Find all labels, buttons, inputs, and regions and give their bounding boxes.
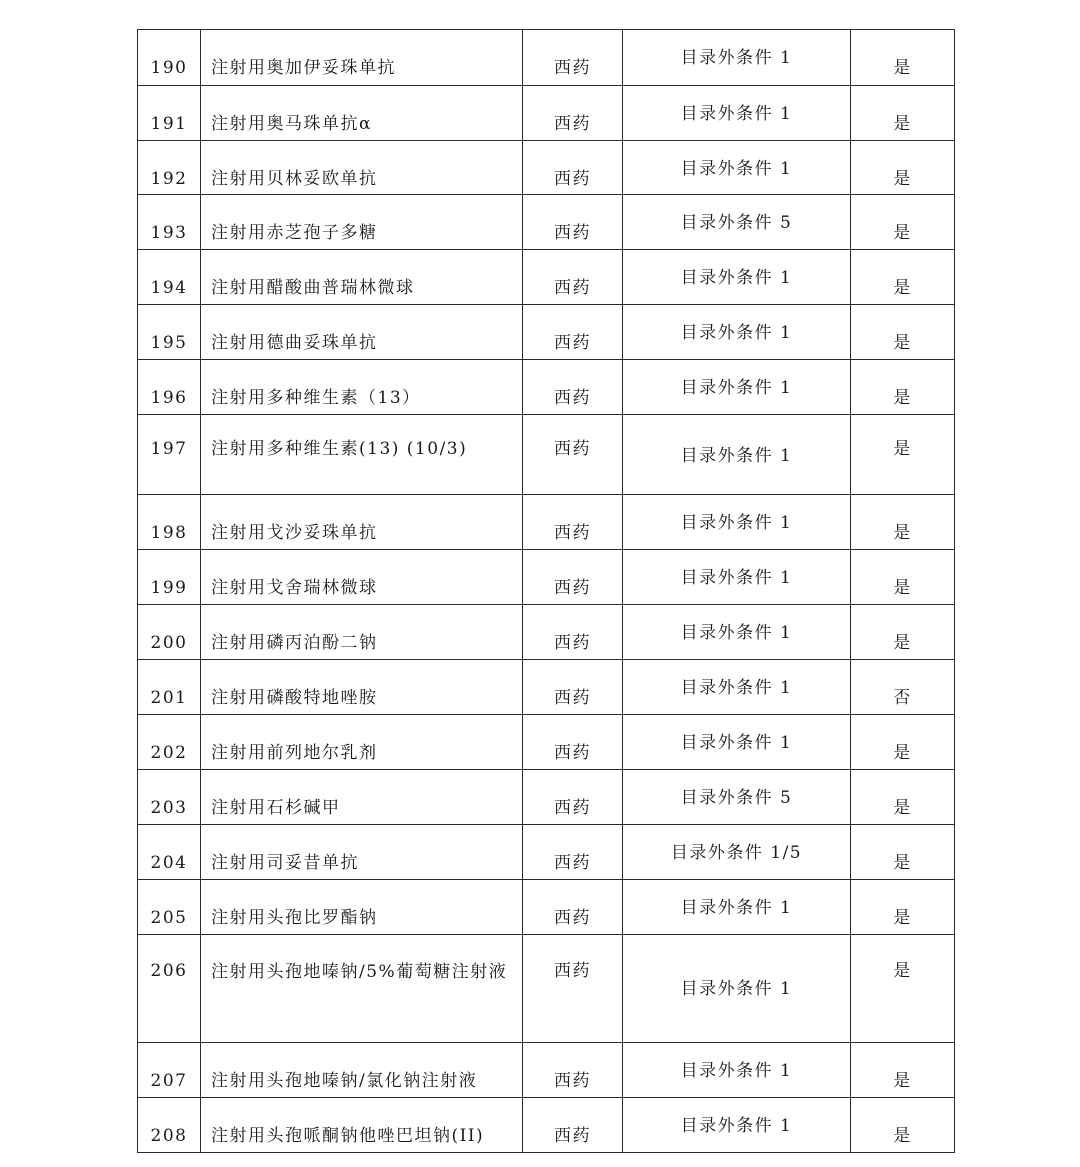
row-number: 192 xyxy=(138,141,201,195)
table-row xyxy=(138,141,955,195)
table-row xyxy=(138,935,955,1043)
table-row xyxy=(138,86,955,141)
drug-name: 注射用头孢地嗪钠/5%葡萄糖注射液 xyxy=(201,935,523,1043)
drug-name: 注射用石杉碱甲 xyxy=(201,770,523,825)
drug-name: 注射用贝林妥欧单抗 xyxy=(201,141,523,195)
drug-name: 注射用德曲妥珠单抗 xyxy=(201,305,523,360)
flag: 是 xyxy=(851,86,955,141)
row-number: 193 xyxy=(138,195,201,250)
drug-type: 西药 xyxy=(523,1043,623,1098)
flag: 是 xyxy=(851,305,955,360)
condition: 目录外条件 1 xyxy=(623,141,851,195)
flag: 是 xyxy=(851,550,955,605)
drug-type: 西药 xyxy=(523,770,623,825)
row-number: 197 xyxy=(138,415,201,495)
table-row xyxy=(138,1043,955,1098)
condition: 目录外条件 1 xyxy=(623,415,851,495)
table-row xyxy=(138,495,955,550)
drug-name: 注射用头孢哌酮钠他唑巴坦钠(II) xyxy=(201,1098,523,1153)
drug-name: 注射用磷丙泊酚二钠 xyxy=(201,605,523,660)
flag: 是 xyxy=(851,360,955,415)
drug-type: 西药 xyxy=(523,935,623,1043)
row-number: 203 xyxy=(138,770,201,825)
table-row xyxy=(138,770,955,825)
condition: 目录外条件 1 xyxy=(623,305,851,360)
drug-name: 注射用奥加伊妥珠单抗 xyxy=(201,30,523,86)
table-row xyxy=(138,360,955,415)
drug-type: 西药 xyxy=(523,715,623,770)
drug-type: 西药 xyxy=(523,360,623,415)
flag: 是 xyxy=(851,825,955,880)
flag: 是 xyxy=(851,30,955,86)
flag: 是 xyxy=(851,605,955,660)
condition: 目录外条件 1 xyxy=(623,660,851,715)
table-row xyxy=(138,880,955,935)
row-number: 205 xyxy=(138,880,201,935)
drug-name: 注射用司妥昔单抗 xyxy=(201,825,523,880)
drug-type: 西药 xyxy=(523,86,623,141)
flag: 是 xyxy=(851,715,955,770)
condition: 目录外条件 1 xyxy=(623,495,851,550)
table-row xyxy=(138,550,955,605)
condition: 目录外条件 1 xyxy=(623,30,851,86)
drug-name: 注射用奥马珠单抗α xyxy=(201,86,523,141)
drug-name: 注射用戈舍瑞林微球 xyxy=(201,550,523,605)
table-row xyxy=(138,605,955,660)
row-number: 196 xyxy=(138,360,201,415)
flag: 是 xyxy=(851,495,955,550)
row-number: 204 xyxy=(138,825,201,880)
row-number: 198 xyxy=(138,495,201,550)
row-number: 194 xyxy=(138,250,201,305)
drug-name: 注射用头孢地嗪钠/氯化钠注射液 xyxy=(201,1043,523,1098)
condition: 目录外条件 5 xyxy=(623,770,851,825)
condition: 目录外条件 1 xyxy=(623,360,851,415)
row-number: 195 xyxy=(138,305,201,360)
drug-type: 西药 xyxy=(523,415,623,495)
row-number: 200 xyxy=(138,605,201,660)
table-row xyxy=(138,825,955,880)
drug-type: 西药 xyxy=(523,825,623,880)
condition: 目录外条件 1 xyxy=(623,250,851,305)
condition: 目录外条件 1 xyxy=(623,1043,851,1098)
flag: 是 xyxy=(851,935,955,1043)
row-number: 202 xyxy=(138,715,201,770)
flag: 是 xyxy=(851,1043,955,1098)
drug-name: 注射用多种维生素(13) (10/3) xyxy=(201,415,523,495)
condition: 目录外条件 1 xyxy=(623,86,851,141)
drug-list-table xyxy=(137,29,955,1153)
drug-type: 西药 xyxy=(523,550,623,605)
row-number: 191 xyxy=(138,86,201,141)
drug-type: 西药 xyxy=(523,660,623,715)
row-number: 207 xyxy=(138,1043,201,1098)
condition: 目录外条件 1 xyxy=(623,605,851,660)
flag: 是 xyxy=(851,195,955,250)
drug-type: 西药 xyxy=(523,195,623,250)
table-row xyxy=(138,305,955,360)
flag: 是 xyxy=(851,415,955,495)
table-row xyxy=(138,415,955,495)
flag: 是 xyxy=(851,880,955,935)
condition: 目录外条件 1 xyxy=(623,935,851,1043)
drug-name: 注射用磷酸特地唑胺 xyxy=(201,660,523,715)
table-row xyxy=(138,715,955,770)
table-body xyxy=(138,30,955,1153)
drug-type: 西药 xyxy=(523,880,623,935)
condition: 目录外条件 5 xyxy=(623,195,851,250)
table-row xyxy=(138,1098,955,1153)
flag: 是 xyxy=(851,250,955,305)
drug-name: 注射用多种维生素（13） xyxy=(201,360,523,415)
drug-name: 注射用戈沙妥珠单抗 xyxy=(201,495,523,550)
condition: 目录外条件 1 xyxy=(623,715,851,770)
flag: 是 xyxy=(851,141,955,195)
table-row xyxy=(138,660,955,715)
table-row xyxy=(138,250,955,305)
drug-type: 西药 xyxy=(523,141,623,195)
drug-name: 注射用醋酸曲普瑞林微球 xyxy=(201,250,523,305)
drug-name: 注射用头孢比罗酯钠 xyxy=(201,880,523,935)
drug-type: 西药 xyxy=(523,1098,623,1153)
flag: 是 xyxy=(851,1098,955,1153)
row-number: 208 xyxy=(138,1098,201,1153)
drug-name: 注射用赤芝孢子多糖 xyxy=(201,195,523,250)
drug-type: 西药 xyxy=(523,250,623,305)
row-number: 206 xyxy=(138,935,201,1043)
condition: 目录外条件 1/5 xyxy=(623,825,851,880)
flag: 否 xyxy=(851,660,955,715)
table-row xyxy=(138,195,955,250)
table-row xyxy=(138,30,955,86)
drug-type: 西药 xyxy=(523,305,623,360)
row-number: 199 xyxy=(138,550,201,605)
drug-type: 西药 xyxy=(523,495,623,550)
drug-type: 西药 xyxy=(523,30,623,86)
drug-name: 注射用前列地尔乳剂 xyxy=(201,715,523,770)
condition: 目录外条件 1 xyxy=(623,550,851,605)
row-number: 201 xyxy=(138,660,201,715)
row-number: 190 xyxy=(138,30,201,86)
condition: 目录外条件 1 xyxy=(623,880,851,935)
drug-type: 西药 xyxy=(523,605,623,660)
flag: 是 xyxy=(851,770,955,825)
condition: 目录外条件 1 xyxy=(623,1098,851,1153)
